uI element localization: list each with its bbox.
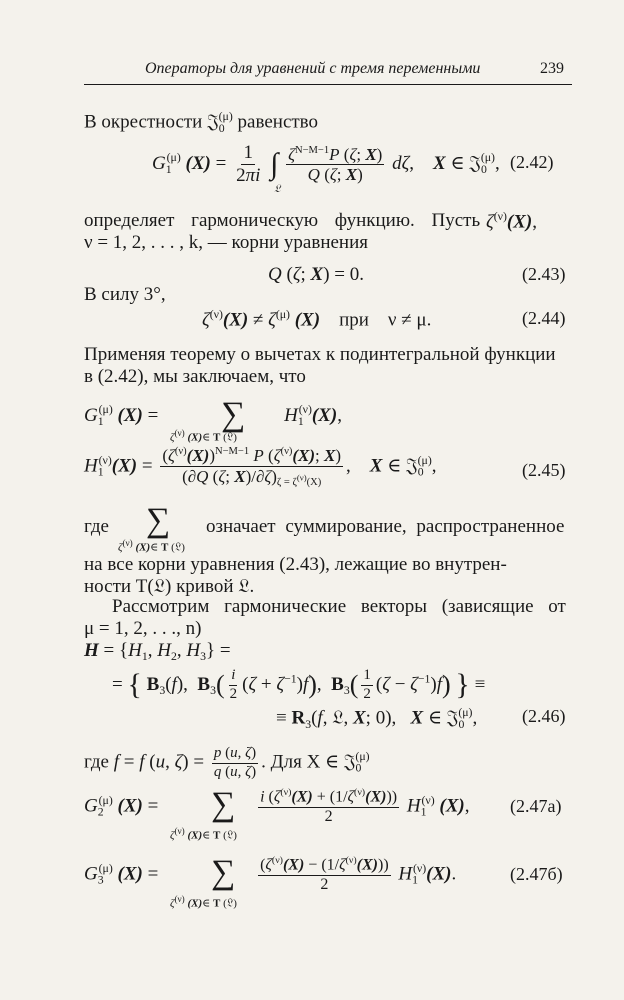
paragraph-line: Применяя теорему о вычетах к подинтегральной функции	[84, 344, 556, 365]
equation-2-44: $\zeta^{(\nu)}(X) \ne \zeta^{(\mu)}$ (X) при ν ≠ μ.	[202, 308, 432, 331]
paragraph-line: означает суммирование, распространенное	[206, 516, 565, 537]
eq-number: (2.44)	[522, 308, 566, 328]
sum-index: $\zeta^{(\nu)}$ (X)∈ T (𝔏)	[170, 826, 237, 842]
equation-2-45: $H_1^{(\nu)}(X)$ = $\frac{(\zeta^{(\nu)}(X))^{N-M-1} P (\zeta^{(\nu)}(X); X)}{(\partial Q (\zeta; X)/\partial\zeta)_{\zeta = \zeta^{(\nu)}(X)}}$ , X ∈ 𝔍$_0^{(\mu)}$,	[84, 445, 437, 489]
equation-2-46: ≡ $R_3(f$, 𝔏, X; 0), X ∈ 𝔍$_0^{(\mu)}$,	[276, 706, 478, 731]
paragraph-line: где f = f (u, ζ) = $\frac{p (u, \zeta)}{q (u, \zeta)}$ . Для X ∈ 𝔍$_0^{(\mu)}$	[84, 745, 370, 780]
paragraph-line: в (2.42), мы заключаем, что	[84, 366, 306, 387]
paragraph-line: ности T(𝔏) кривой 𝔏.	[84, 576, 255, 597]
eq-number: (2.47а)	[510, 796, 562, 816]
equation-2-43: Q (ζ; X) = 0.	[268, 264, 365, 285]
equation-h-vector: $H = \{H_1$, $H_2$, $H_3$} =	[84, 640, 231, 664]
sum-index: $\zeta^{(\nu)}$ (X)∈ T (𝔏)	[118, 538, 185, 554]
equation-2-47b: $G_3^{(\mu)}$ (X) = ∑ $\frac{(\zeta^{(\nu)}(X) - (1/\zeta^{(\nu)}(X)))}{2}$ $H_1^{(\nu)}(X)$.	[84, 854, 457, 894]
eq-number: (2.47б)	[510, 864, 563, 884]
paragraph-line: μ = 1, 2, . . ., n)	[84, 618, 202, 639]
paragraph-line: ν = 1, 2, . . . , k, — корни уравнения	[84, 232, 368, 253]
paragraph-line: где	[84, 516, 109, 537]
page-number: 239	[540, 60, 564, 77]
sum-index: $\zeta^{(\nu)}$ (X)∈ T (𝔏)	[170, 894, 237, 910]
paragraph-line: определяет гармоническую функцию. Пусть	[84, 210, 481, 231]
eq-number: (2.46)	[522, 706, 566, 726]
paragraph-line: В силу 3°,	[84, 284, 166, 305]
eq-number: (2.45)	[522, 460, 566, 480]
paragraph-line: Рассмотрим гармонические векторы (зависящие от	[112, 596, 566, 617]
sum-index: $\zeta^{(\nu)}$ (X)∈ T (𝔏)	[170, 428, 237, 444]
equation-2-47a: $G_2^{(\mu)}$ (X) = ∑ $\frac{i (\zeta^{(\nu)}(X) + (1/\zeta^{(\nu)}(X)))}{2}$ $H_1^{(\nu)}$ (X),	[84, 786, 470, 826]
equation-g1-sum: $G_1^{(\mu)}$ (X) = ∑ $H_1^{(\nu)}(X)$,	[84, 396, 342, 433]
paragraph-line: В окрестности 𝔍$_0^{(\mu)}$ равенство	[84, 110, 319, 135]
zeta-nu-x: $\zeta^{(\nu)}(X)$,	[486, 210, 537, 233]
equation-2-42: $G_1^{(\mu)}$ (X) = $\frac{1}{2\pi i}$ ∫ $\frac{\zeta^{N-M-1}P (\zeta; X)}{Q (\zeta; X)}$ dζ, X ∈ 𝔍$_0^{(\mu)}$,	[152, 142, 500, 186]
eq-number: (2.42)	[510, 152, 554, 172]
paragraph-line: на все корни уравнения (2.43), лежащие во внутрен-	[84, 554, 507, 575]
sum-symbol: ∑	[146, 502, 171, 539]
eq-number: (2.43)	[522, 264, 566, 284]
running-header: Операторы для уравнений с тремя переменными	[145, 60, 481, 77]
contour-label: 𝔏	[274, 183, 281, 195]
header-rule	[84, 84, 572, 85]
equation-h-vector-expansion: = { $B_3(f)$, $B_3$( $\frac{i}{2}$ $(\zeta + \zeta^{-1})f$), $B_3$( $\frac{1}{2}$ $(\zeta - \zeta^{-1})f$) } ≡	[112, 667, 486, 703]
